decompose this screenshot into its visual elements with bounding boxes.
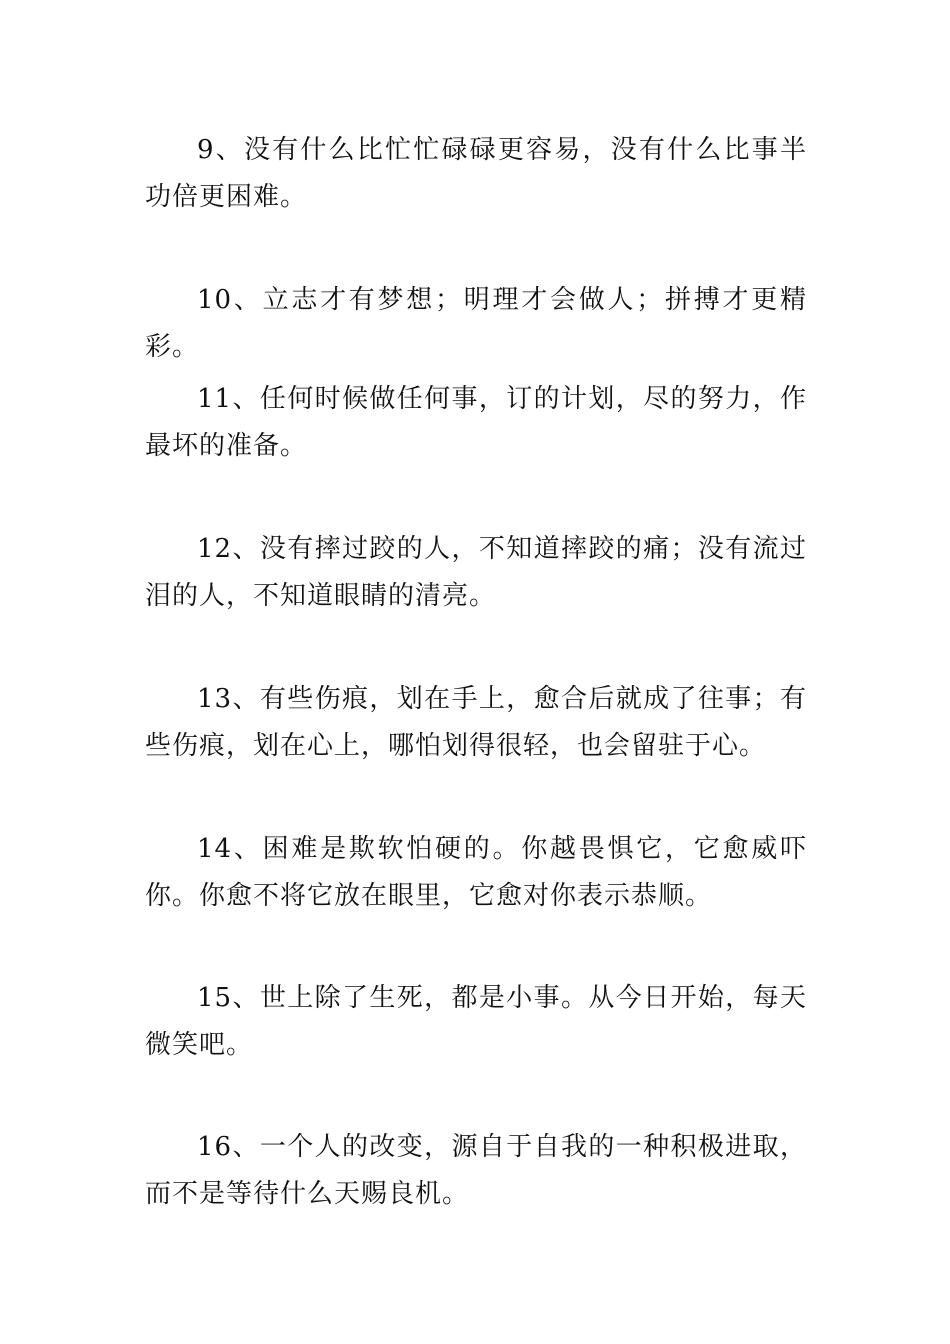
- quote-paragraph-11: 11、任何时候做任何事，订的计划，尽的努力，作最坏的准备。: [145, 384, 807, 461]
- quote-paragraph-16: 16、一个人的改变，源自于自我的一种积极进取，而不是等待什么天赐良机。: [145, 1132, 807, 1209]
- quote-paragraph-13: 13、有些伤痕，划在手上，愈合后就成了往事；有些伤痕，划在心上，哪怕划得很轻，也会留驻于心。: [145, 684, 807, 761]
- quote-paragraph-9: 9、没有什么比忙忙碌碌更容易，没有什么比事半功倍更困难。: [145, 135, 807, 212]
- quote-paragraph-15: 15、世上除了生死，都是小事。从今日开始，每天微笑吧。: [145, 983, 807, 1060]
- quote-paragraph-14: 14、困难是欺软怕硬的。你越畏惧它，它愈威吓你。你愈不将它放在眼里，它愈对你表示恭顺。: [145, 834, 807, 911]
- quote-paragraph-12: 12、没有摔过跤的人，不知道摔跤的痛；没有流过泪的人，不知道眼睛的清亮。: [145, 534, 807, 611]
- quote-paragraph-10: 10、立志才有梦想；明理才会做人；拼搏才更精彩。: [145, 285, 807, 362]
